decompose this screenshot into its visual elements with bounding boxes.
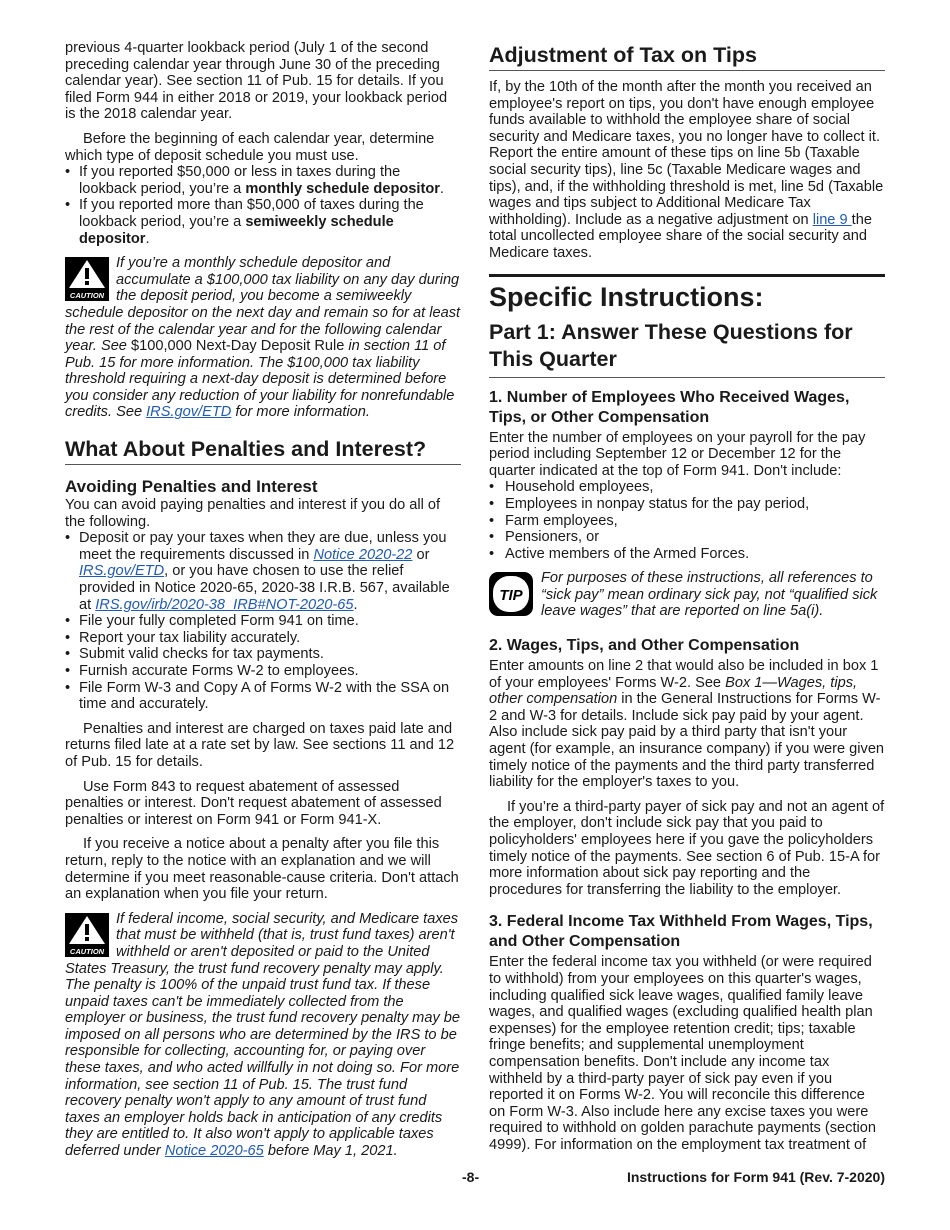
list-item: • Deposit or pay your taxes when they are due, unless you meet the requirements discussed in Notice 2020-22 or IRS.gov/ETD, or you have chosen to use the relief provided in Notice 2020-65, 2020-38 I.R.B. 567, available at IRS.gov/irb/2020-38_IRB#NOT-2020-65.	[65, 530, 461, 613]
penalties-paragraph: Penalties and interest are charged on taxes paid late and returns filed late at a rate set by law. See sections 11 and 12 of Pub. 15 for details.	[65, 720, 455, 770]
tips-paragraph: If, by the 10th of the month after the month you received an employee's report on tips, you don't have enough employee funds available to withhold the employee share of social security and Medicare taxes, you no longer have to collect it. Report the entire amount of these tips on line 5b (Taxable social security tips), line 5c (Taxable Medicare wages and tips), and, if the withholding threshold is met, line 5d (Taxable wages and tips subject to Additional Medicare Tax withholding). Include as a negative adjustment on line 9 the total uncollected employee share of the social security and Medicare taxes.	[489, 79, 884, 261]
list-item: • Active members of the Armed Forces.	[489, 546, 885, 563]
section-2-paragraph: Enter amounts on line 2 that would also be included in box 1 of your employees' Forms W-2. See Box 1—Wages, tips, other compensation in the General Instructions for Forms W-2 and W-3 for details. Include sick pay paid by your agent. Also include sick pay paid by a third party that isn't your agent (for example, an insurance company) if you were given timely notice of the payments and the third party transferred liability for the employer's taxes to you.	[489, 658, 885, 791]
tip-icon	[489, 572, 533, 616]
section-3-paragraph: Enter the federal income tax you withheld (or were required to withhold) from your employees on this quarter's wages, including qualified sick leave wages, qualified family leave wages, and qualified wages (excluding qualified health plan expenses) for the employee retention credit; tips; taxable fringe benefits; and supplemental unemployment compensation benefits. Don't include any income tax withheld by a third-party payer of sick pay even if you reported it on Forms W-2. You will reconcile this difference on Form W-3. Also include here any excise taxes you were required to withhold on golden parachute payments (section 4999). For information on the employment tax treatment of	[489, 954, 876, 1153]
irb-notice-link[interactable]: IRS.gov/irb/2020-38_IRB#NOT-2020-65	[95, 596, 354, 613]
list-item: • Furnish accurate Forms W-2 to employees.	[65, 663, 461, 680]
section-3-heading: 3. Federal Income Tax Withheld From Wages, Tips, and Other Compensation	[489, 913, 873, 951]
caution-label: CAUTION	[69, 291, 105, 301]
page-number: -8-	[462, 1169, 480, 1185]
specific-instructions-heading: Specific Instructions:	[489, 274, 885, 313]
list-item: • Report your tax liability accurately.	[65, 630, 461, 647]
list-item: • Farm employees,	[489, 513, 885, 530]
list-item: • Employees in nonpay status for the pay period,	[489, 496, 885, 513]
part-1-heading: Part 1: Answer These Questions for This Quarter	[489, 319, 885, 378]
section-2-heading: 2. Wages, Tips, and Other Compensation	[489, 637, 800, 655]
penalties-heading: What About Penalties and Interest?	[65, 436, 461, 465]
section-2-paragraph-2: If you’re a third-party payer of sick pay and not an agent of the employer, don't include sick pay that you paid to policyholders' employees here if you gave the policyholders timely notice of the payments. See section 6 of Pub. 15-A for more information about sick pay reporting and the procedures for transferring the liability to the employer.	[489, 798, 885, 898]
list-item: • File Form W-3 and Copy A of Forms W-2 with the SSA on time and accurately.	[65, 680, 461, 713]
irs-etd-link-2[interactable]: IRS.gov/ETD	[79, 563, 165, 580]
avoiding-penalties-heading: Avoiding Penalties and Interest	[65, 477, 318, 497]
form-843-paragraph: Use Form 843 to request abatement of assessed penalties or interest. Don't request abatement of assessed penalties or interest on Form 941 or Form 941-X.	[65, 778, 442, 828]
caution-note-2: CAUTION If federal income, social security, and Medicare taxes that must be withheld (that is, trust fund taxes) aren't withheld or aren't deposited or paid to the United States Treasury, the trust fund recovery penalty may apply. The penalty is 100% of the unpaid trust fund tax. If these unpaid taxes can't be immediately collected from the employer or business, the trust fund recovery penalty may be imposed on all persons who are determined by the IRS to be responsible for collecting, accounting for, or paying over these taxes, and who acted willfully in not doing so. For more information, see section 11 of Pub. 15. The trust fund recovery penalty won't apply to any amount of trust fund taxes an employer holds back in anticipation of any credits they are entitled to. It also won't apply to applicable taxes deferred under Notice 2020-65 before May 1, 2021.	[65, 910, 461, 1160]
list-item: • If you reported more than $50,000 of taxes during the lookback period, you’re a semiweekly schedule depositor.	[65, 197, 461, 247]
notice-2020-22-link[interactable]: Notice 2020-22	[313, 546, 413, 563]
caution-icon	[65, 257, 109, 301]
avoid-intro: You can avoid paying penalties and interest if you do all of the following.	[65, 497, 441, 530]
lookback-paragraph: previous 4-quarter lookback period (July 1 of the second preceding calendar year through June 30 of the preceding calendar year). See section 11 of Pub. 15 for details. If you filed Form 944 in either 2018 or 2019, your lookback period is the 2018 calendar year.	[65, 40, 448, 123]
tip-label: TIP	[499, 587, 523, 605]
tips-adjustment-heading: Adjustment of Tax on Tips	[489, 42, 885, 71]
right-column	[489, 40, 885, 1154]
document-title: Instructions for Form 941 (Rev. 7-2020)	[626, 1169, 885, 1185]
deposit-schedule-paragraph: Before the beginning of each calendar year, determine which type of deposit schedule you must use.	[65, 130, 435, 164]
list-item: • If you reported $50,000 or less in taxes during the lookback period, you’re a monthly schedule depositor.	[65, 164, 461, 197]
notice-2020-65-link[interactable]: Notice 2020-65	[164, 1143, 264, 1160]
list-item: • Household employees,	[489, 479, 885, 496]
list-item: • File your fully completed Form 941 on time.	[65, 613, 461, 630]
left-column	[65, 40, 461, 1160]
semiweekly-depositor-term: semiweekly schedule depositor	[79, 213, 394, 247]
list-item: • Submit valid checks for tax payments.	[65, 646, 461, 663]
caution-note: CAUTION If you’re a monthly schedule depositor and accumulate a $100,000 tax liability on any day during the deposit period, you become a semiweekly schedule depositor on the next day and remain so for at least the rest of the calendar year and for the following calendar year. See $100,000 Next-Day Deposit Rule in section 11 of Pub. 15 for more information. The $100,000 tax liability threshold requiring a next-day deposit is determined before you consider any reduction of your liability for nonrefundable credits. See IRS.gov/ETD for more information.	[65, 255, 461, 421]
line-9-link[interactable]: line 9	[812, 211, 852, 228]
tip-note: TIP For purposes of these instructions, all references to “sick pay” mean ordinary sick pay, not “qualified sick leave wages” that are reported on line 5a(i).	[489, 570, 885, 620]
caution-label: CAUTION	[69, 946, 105, 956]
section-1-heading: 1. Number of Employees Who Received Wages, Tips, or Other Compensation	[489, 388, 850, 426]
caution-icon	[65, 913, 109, 957]
notice-paragraph: If you receive a notice about a penalty after you file this return, reply to the notice with an explanation and we will determine if you meet reasonable-cause criteria. Don't attach an explanation when you file your return.	[65, 836, 459, 903]
section-1-paragraph: Enter the number of employees on your payroll for the pay period including September 12 or December 12 for the quarter indicated at the top of Form 941. Don't include:	[489, 429, 866, 479]
monthly-depositor-term: monthly schedule depositor	[245, 180, 440, 197]
list-item: • Pensioners, or	[489, 529, 885, 546]
irs-etd-link[interactable]: IRS.gov/ETD	[146, 404, 232, 421]
next-day-rule-term: $100,000 Next-Day Deposit Rule	[130, 338, 345, 355]
